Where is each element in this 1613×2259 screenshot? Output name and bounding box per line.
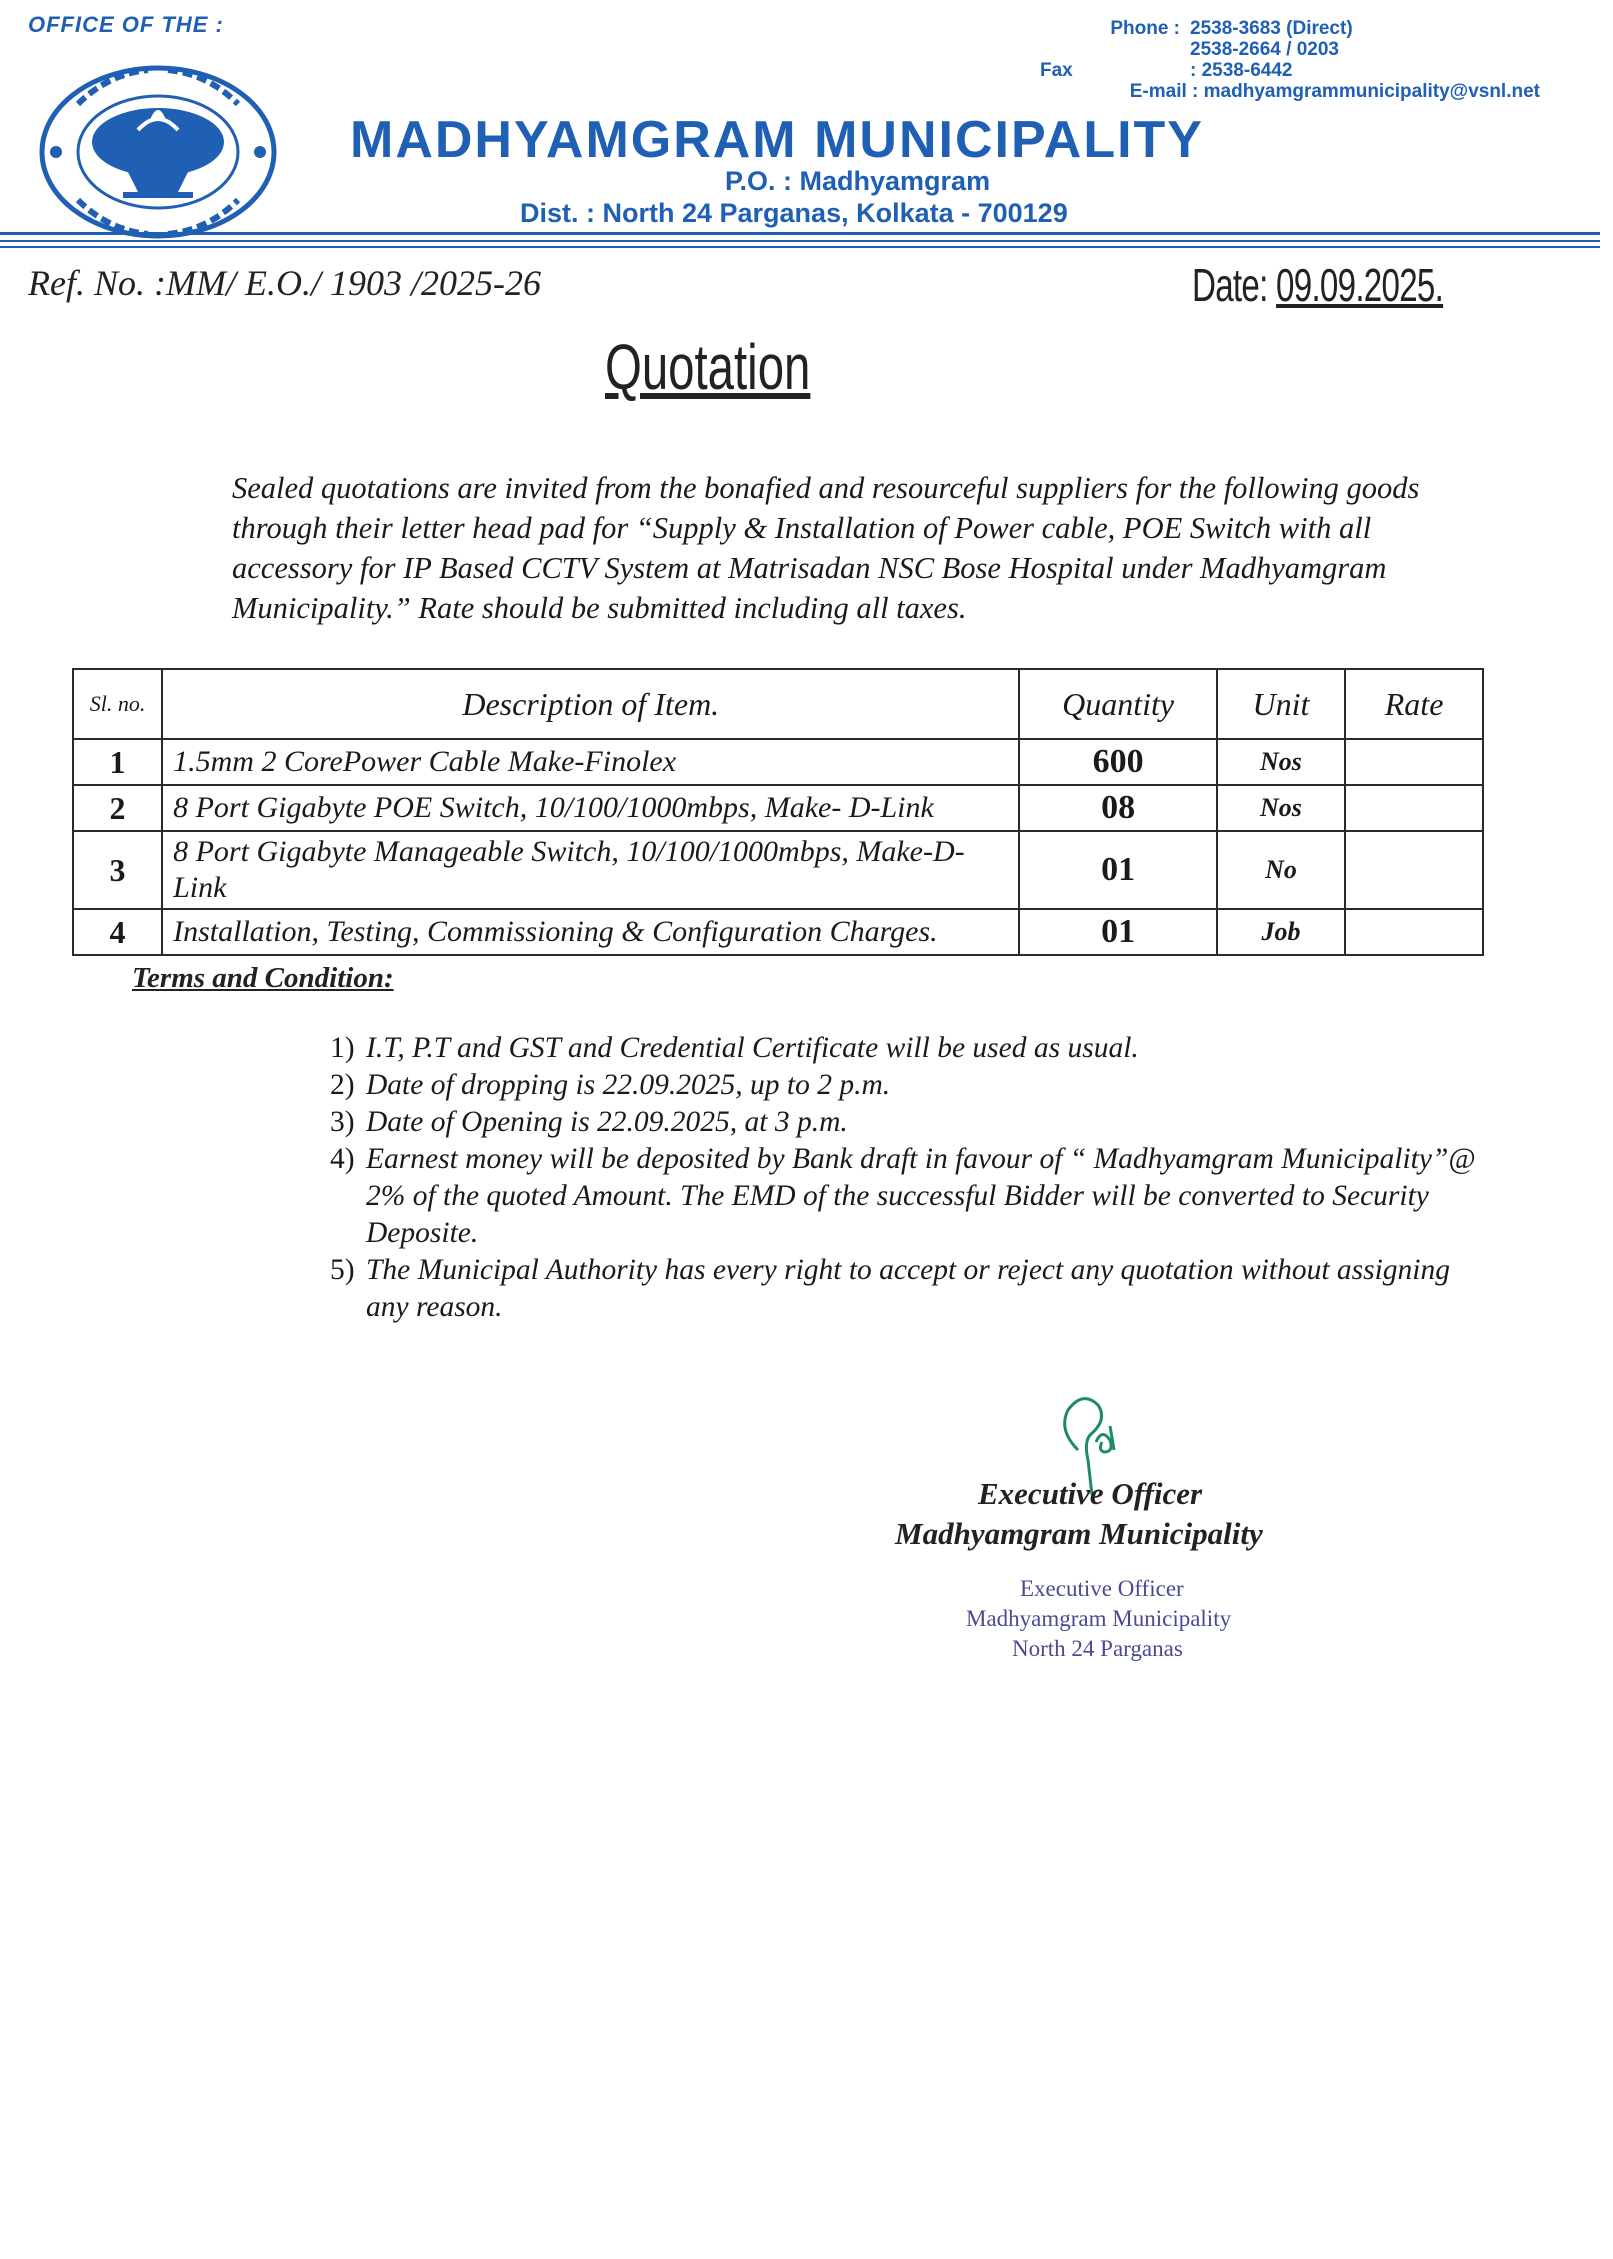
cell-unit: Nos (1217, 739, 1345, 785)
email-line: E-mail : madhyamgrammunicipality@vsnl.net (1129, 81, 1540, 102)
cell-sl: 3 (73, 831, 162, 909)
header-unit: Unit (1217, 669, 1345, 739)
phone-direct: 2538-3683 (Direct) (1190, 18, 1353, 39)
signatory-title: Executive Officer (978, 1476, 1203, 1511)
term-number: 1) (330, 1032, 355, 1064)
stamp-line: North 24 Parganas (1012, 1636, 1183, 1661)
letterhead-divider (0, 246, 1600, 248)
reference-label: Ref. No. : (28, 263, 166, 303)
table-row (73, 785, 1483, 831)
date-label: Date: (1192, 259, 1277, 311)
document-date (1192, 258, 1443, 312)
term-item (330, 1252, 1480, 1326)
term-text: Date of dropping is 22.09.2025, up to 2 p.m. (366, 1069, 891, 1101)
items-table (72, 668, 1484, 956)
cell-unit: Job (1217, 909, 1345, 955)
header-description: Description of Item. (162, 669, 1019, 739)
fax-row (1000, 60, 1560, 81)
cell-description: 1.5mm 2 CorePower Cable Make-Finolex (162, 739, 1019, 785)
intro-paragraph: Sealed quotations are invited from the bonafied and resourceful suppliers for the following goods through their letter head pad for “Supply & Installation of Power cable, POE Switch with all accessory for IP Based CCTV System at Matrisadan NSC Bose Hospital under Madhyamgram Municipality.” Rate should be submitted including all taxes. (232, 471, 1420, 625)
cell-rate (1345, 739, 1483, 785)
phone-row-2 (1000, 39, 1560, 60)
header-sl-no: Sl. no. (73, 669, 162, 739)
term-text: Date of Opening is 22.09.2025, at 3 p.m. (366, 1106, 848, 1138)
cell-quantity: 08 (1019, 785, 1216, 831)
cell-rate (1345, 909, 1483, 955)
table-header-row (73, 669, 1483, 739)
fax-label: Fax (1040, 60, 1073, 81)
cell-rate (1345, 785, 1483, 831)
signatory-organization: Madhyamgram Municipality (895, 1516, 1263, 1551)
cell-rate (1345, 831, 1483, 909)
term-text: The Municipal Authority has every right to accept or reject any quotation without assigning any reason. (366, 1254, 1450, 1323)
stamp-line: Madhyamgram Municipality (966, 1606, 1232, 1631)
term-item (330, 1067, 1480, 1104)
date-value: 09.09.2025. (1276, 259, 1444, 311)
cell-sl: 1 (73, 739, 162, 785)
phone-row (1000, 18, 1560, 39)
cell-quantity: 01 (1019, 831, 1216, 909)
phone-secondary: 2538-2664 / 0203 (1190, 39, 1339, 60)
reference-value: MM/ E.O./ 1903 /2025-26 (165, 263, 541, 303)
cell-quantity: 01 (1019, 909, 1216, 955)
term-text: Earnest money will be deposited by Bank draft in favour of “ Madhyamgram Municipality”@ 2% of the quoted Amount. The EMD of the successful Bidder will be converted to Security Deposite. (366, 1143, 1476, 1249)
district-address: Dist. : North 24 Parganas, Kolkata - 700129 (520, 198, 1068, 228)
term-item (330, 1104, 1480, 1141)
table-row (73, 909, 1483, 955)
municipality-name: MADHYAMGRAM MUNICIPALITY (350, 111, 1204, 169)
cell-description: 8 Port Gigabyte Manageable Switch, 10/100/1000mbps, Make-D-Link (162, 831, 1019, 909)
cell-sl: 2 (73, 785, 162, 831)
term-item (330, 1030, 1480, 1067)
terms-heading: Terms and Condition: (132, 962, 394, 994)
term-number: 2) (330, 1069, 355, 1101)
cell-quantity: 600 (1019, 739, 1216, 785)
header-quantity: Quantity (1019, 669, 1216, 739)
cell-unit: No (1217, 831, 1345, 909)
cell-description: Installation, Testing, Commissioning & Configuration Charges. (162, 909, 1019, 955)
table-row (73, 831, 1483, 909)
reference-number (28, 262, 541, 304)
header-rate: Rate (1345, 669, 1483, 739)
terms-list (330, 1030, 1480, 1326)
term-number: 3) (330, 1106, 355, 1138)
term-number: 5) (330, 1254, 355, 1286)
office-of-label: OFFICE OF THE : (28, 12, 224, 37)
municipality-seal-icon (38, 60, 278, 240)
official-stamp (966, 1574, 1231, 1664)
cell-description: 8 Port Gigabyte POE Switch, 10/100/1000mbps, Make- D-Link (162, 785, 1019, 831)
term-text: I.T, P.T and GST and Credential Certificate will be used as usual. (366, 1032, 1139, 1064)
phone-label: Phone : (1110, 18, 1180, 39)
table-row (73, 739, 1483, 785)
cell-unit: Nos (1217, 785, 1345, 831)
letterhead-divider (0, 240, 1600, 242)
fax-number: : 2538-6442 (1190, 60, 1293, 81)
contact-block (1000, 18, 1560, 102)
stamp-line: Executive Officer (1020, 1576, 1184, 1601)
document-title: Quotation (605, 331, 811, 403)
cell-sl: 4 (73, 909, 162, 955)
post-office: P.O. : Madhyamgram (725, 166, 991, 196)
letterhead-divider (0, 232, 1600, 235)
term-item (330, 1141, 1480, 1252)
term-number: 4) (330, 1143, 355, 1175)
